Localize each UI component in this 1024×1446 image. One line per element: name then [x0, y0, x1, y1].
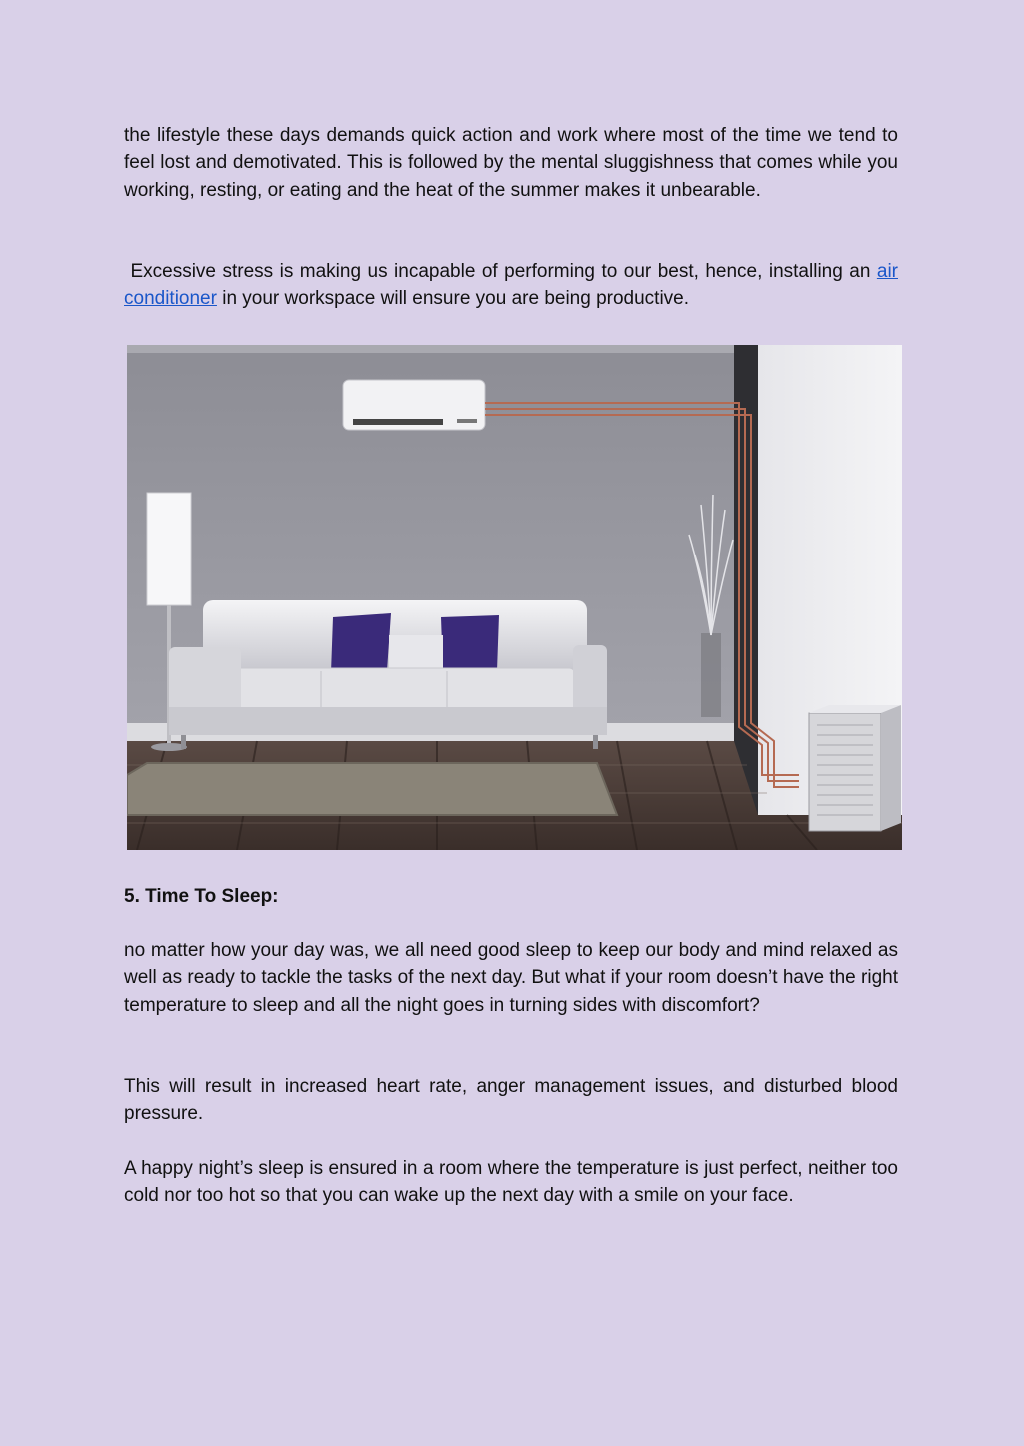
paragraph-stress-text-end: in your workspace will ensure you are being productive. — [216, 288, 690, 310]
paragraph-happy-sleep: A happy night’s sleep is ensured in a room where the temperature is just perfect, neither too cold nor too hot so that you can wake up the next day with a smile on your face. — [124, 1158, 898, 1207]
paragraph-lifestyle: the lifestyle these days demands quick action and work where most of the time we tend to feel lost and demotivated. This is followed by the mental sluggishness that comes while you working, resting, or eating and the heat of the summer makes it unbearable. — [124, 125, 898, 201]
air-conditioner-link[interactable]: air conditioner — [124, 261, 898, 310]
room-illustration — [127, 345, 902, 850]
paragraph-health-effects: This will result in increased heart rate, anger management issues, and disturbed blood pressure. — [124, 1076, 898, 1125]
section-heading-time-to-sleep: 5. Time To Sleep: — [124, 886, 279, 907]
paragraph-stress-text-start: Excessive stress is making us incapable of performing to our best, hence, installing an — [124, 261, 877, 282]
paragraph-stress — [124, 258, 898, 313]
paragraph-good-sleep: no matter how your day was, we all need good sleep to keep our body and mind relaxed as well as ready to tackle the tasks of the next day. But what if your room doesn’t have the right temperature to sleep and all the night goes in turning sides with discomfort? — [124, 940, 898, 1016]
